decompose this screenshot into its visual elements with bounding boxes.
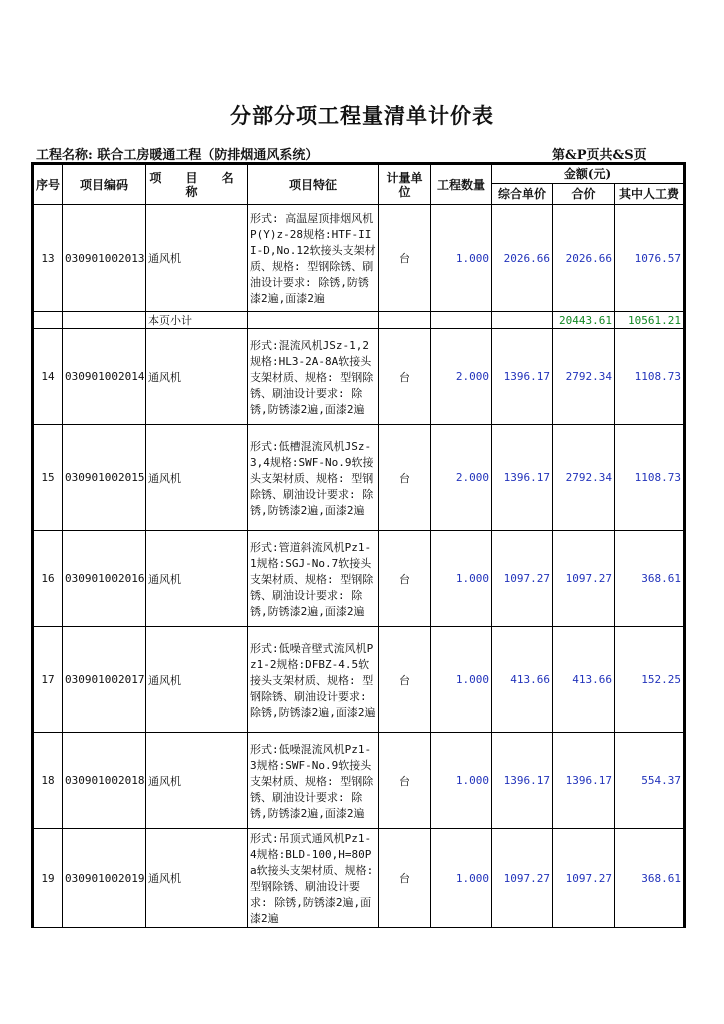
cell-unit-price: 2026.66 (492, 205, 553, 312)
table-row (33, 627, 685, 733)
cell-total: 413.66 (553, 627, 615, 733)
page-number: 第&P页共&S页 (552, 148, 647, 163)
cell-unit-price: 413.66 (492, 627, 553, 733)
header-code: 项目编码 (63, 164, 146, 205)
cell-seq (33, 312, 63, 329)
cell-qty: 1.000 (431, 627, 492, 733)
cell-unit: 台 (379, 205, 431, 312)
header-seq: 序号 (33, 164, 63, 205)
cell-code: 030901002017 (63, 627, 146, 733)
cell-unit: 台 (379, 627, 431, 733)
cell-name: 通风机 (146, 329, 248, 425)
cell-feature: 形式:管道斜流风机Pz1-1规格:SGJ-No.7软接头支架材质、规格: 型钢除锈、刷油设计要求: 除锈,防锈漆2遍,面漆2遍 (248, 531, 379, 627)
cell-labor: 1108.73 (615, 329, 685, 425)
cell-feature: 形式: 高温屋顶排烟风机P(Y)z-28规格:HTF-III-D,No.12软接头支架材质、规格: 型钢除锈、刷油设计要求: 除锈,防锈漆2遍,面漆2遍 (248, 205, 379, 312)
cell-unit-price: 1097.27 (492, 531, 553, 627)
cell-qty: 1.000 (431, 205, 492, 312)
cell-total: 2792.34 (553, 329, 615, 425)
cell-feature (248, 312, 379, 329)
cell-name: 通风机 (146, 425, 248, 531)
cell-labor: 152.25 (615, 627, 685, 733)
cell-code (63, 312, 146, 329)
cell-unit-price: 1097.27 (492, 829, 553, 928)
cell-seq: 19 (33, 829, 63, 928)
cell-qty: 1.000 (431, 531, 492, 627)
cell-code: 030901002013 (63, 205, 146, 312)
header-unit: 计量单位 (379, 164, 431, 205)
cell-feature: 形式:吊顶式通风机Pz1-4规格:BLD-100,H=80Pa软接头支架材质、规格: 型钢除锈、刷油设计要求: 除锈,防锈漆2遍,面漆2遍 (248, 829, 379, 928)
header-total: 合价 (553, 184, 615, 205)
cell-name: 通风机 (146, 733, 248, 829)
cell-labor: 1108.73 (615, 425, 685, 531)
table-row (33, 329, 685, 425)
cell-unit: 台 (379, 531, 431, 627)
cell-unit-price: 1396.17 (492, 733, 553, 829)
cell-seq: 17 (33, 627, 63, 733)
project-name: 工程名称: 联合工房暖通工程（防排烟通风系统） (36, 148, 319, 163)
cell-seq: 15 (33, 425, 63, 531)
cell-unit: 台 (379, 329, 431, 425)
table-row (33, 205, 685, 312)
cell-feature: 形式:混流风机JSz-1,2规格:HL3-2A-8A软接头支架材质、规格: 型钢除锈、刷油设计要求: 除锈,防锈漆2遍,面漆2遍 (248, 329, 379, 425)
cell-unit-price: 1396.17 (492, 425, 553, 531)
cell-code: 030901002015 (63, 425, 146, 531)
cell-total: 2792.34 (553, 425, 615, 531)
cell-unit-price (492, 312, 553, 329)
cell-qty (431, 312, 492, 329)
cell-code: 030901002014 (63, 329, 146, 425)
cell-feature: 形式:低噪音壁式流风机Pz1-2规格:DFBZ-4.5软接头支架材质、规格: 型钢除锈、刷油设计要求: 除锈,防锈漆2遍,面漆2遍 (248, 627, 379, 733)
cell-seq: 16 (33, 531, 63, 627)
cell-unit (379, 312, 431, 329)
bill-of-quantities-table (31, 162, 686, 928)
header-unit-price: 综合单价 (492, 184, 553, 205)
cell-unit: 台 (379, 425, 431, 531)
cell-labor: 368.61 (615, 531, 685, 627)
cell-unit: 台 (379, 733, 431, 829)
header-name: 项 目 名 称 (146, 164, 248, 205)
cell-code: 030901002019 (63, 829, 146, 928)
table-row (33, 425, 685, 531)
cell-feature: 形式:低噪混流风机Pz1-3规格:SWF-No.9软接头支架材质、规格: 型钢除锈、刷油设计要求: 除锈,防锈漆2遍,面漆2遍 (248, 733, 379, 829)
cell-qty: 1.000 (431, 829, 492, 928)
header-qty: 工程数量 (431, 164, 492, 205)
cell-total: 1097.27 (553, 531, 615, 627)
cell-name: 通风机 (146, 829, 248, 928)
cell-code: 030901002016 (63, 531, 146, 627)
subtotal-row (33, 312, 685, 329)
table-row (33, 531, 685, 627)
cell-labor: 1076.57 (615, 205, 685, 312)
cell-seq: 14 (33, 329, 63, 425)
header-feature: 项目特征 (248, 164, 379, 205)
cell-total: 1396.17 (553, 733, 615, 829)
cell-code: 030901002018 (63, 733, 146, 829)
cell-qty: 2.000 (431, 329, 492, 425)
cell-feature: 形式:低槽混流风机JSz-3,4规格:SWF-No.9软接头支架材质、规格: 型钢除锈、刷油设计要求: 除锈,防锈漆2遍,面漆2遍 (248, 425, 379, 531)
header-amount: 金额(元) (492, 164, 685, 184)
cell-name: 通风机 (146, 531, 248, 627)
table-row (33, 829, 685, 928)
cell-total: 2026.66 (553, 205, 615, 312)
cell-name: 通风机 (146, 205, 248, 312)
cell-labor: 368.61 (615, 829, 685, 928)
cell-labor: 554.37 (615, 733, 685, 829)
header-labor: 其中人工费 (615, 184, 685, 205)
cell-name: 通风机 (146, 627, 248, 733)
cell-total: 1097.27 (553, 829, 615, 928)
cell-unit: 台 (379, 829, 431, 928)
cell-total: 20443.61 (553, 312, 615, 329)
table-row (33, 733, 685, 829)
cell-qty: 2.000 (431, 425, 492, 531)
cell-qty: 1.000 (431, 733, 492, 829)
cell-seq: 13 (33, 205, 63, 312)
cell-unit-price: 1396.17 (492, 329, 553, 425)
cell-labor: 10561.21 (615, 312, 685, 329)
cell-seq: 18 (33, 733, 63, 829)
cell-name: 本页小计 (146, 312, 248, 329)
page-title: 分部分项工程量清单计价表 (230, 103, 494, 128)
